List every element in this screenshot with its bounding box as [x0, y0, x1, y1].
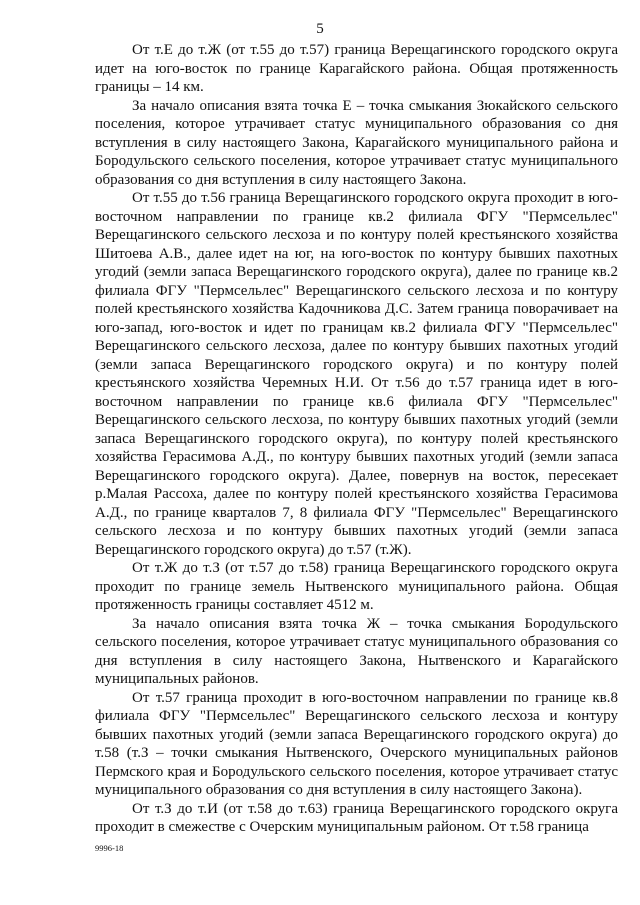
document-code: 9996-18	[95, 843, 124, 853]
paragraph: От т.Ж до т.З (от т.57 до т.58) граница Верещагинского городского округа проходит по границе земель Нытвенского муниципального района. Общая протяженность границы составляет 4512 м.	[95, 560, 618, 613]
paragraph: От т.Е до т.Ж (от т.55 до т.57) граница Верещагинского городского округа идет на юго-восток по границе Карагайского района. Общая протяженность границы – 14 км.	[95, 42, 618, 95]
paragraph: От т.57 граница проходит в юго-восточном направлении по границе кв.8 филиала ФГУ "Пермсельлес" Верещагинского сельского лесхоза и контуру бывших пахотных угодий (земли запаса Верещагинского городского округа) до т.58 (т.З – точки смыкания Нытвенского, Очерского муниципальных районов Пермского края и Бородульского сельского поселения, которое утрачивает статус муниципального образования со дня вступления в силу настоящего Закона).	[95, 689, 618, 798]
paragraph: От т.55 до т.56 граница Верещагинского городского округа проходит в юго-восточном направлении по границе кв.2 филиала ФГУ "Пермсельлес" Верещагинского сельского лесхоза и по контуру полей крестьянского хозяйства Шитоева А.В., далее идет на юг, на юго-восток по контуру бывших пахотных угодий (земли запаса Верещагинского городского округа), далее по границе кв.2 филиала ФГУ "Пермсельлес" Верещагинского сельского лесхоза и по контуру полей крестьянского хозяйства Кадочникова Д.С. Затем граница поворачивает на юго-запад, юго-восток и идет по границам кв.2 филиала ФГУ "Пермсельлес" Верещагинского сельского лесхоза, далее по контуру бывших пахотных угодий (земли запаса Верещагинского городского округа) и по контуру полей крестьянского хозяйства Черемных Н.И. От т.56 до т.57 граница идет в юго-восточном направлении по границе кв.6 филиала ФГУ "Пермсельлес" Верещагинского сельского лесхоза, по контуру бывших пахотных угодий (земли запаса Верещагинского городского округа), по контуру полей крестьянского хозяйства Герасимова А.Д., по контуру бывших пахотных угодий (земли запаса Верещагинского городского округа). Далее, повернув на восток, пересекает р.Малая Рассоха, далее по контуру полей крестьянского хозяйства Герасимова А.Д., по границе кварталов 7, 8 филиала ФГУ "Пермсельлес" Верещагинского сельского лесхоза и по контуру бывших пахотных угодий (земли запаса Верещагинского городского округа) до т.57 (т.Ж).	[95, 190, 618, 558]
paragraph: От т.З до т.И (от т.58 до т.63) граница Верещагинского городского округа проходит в смежестве с Очерским муниципальным районом. От т.58 граница	[95, 800, 618, 835]
body-text	[95, 41, 618, 837]
paragraph: За начало описания взята точка Е – точка смыкания Зюкайского сельского поселения, которое утрачивает статус муниципального образования со дня вступления в силу настоящего Закона, Карагайского муниципального района и Бородульского сельского поселения, которое утрачивает статус муниципального образования со дня вступления в силу настоящего Закона.	[95, 97, 618, 188]
page-number: 5	[316, 21, 324, 37]
paragraph: За начало описания взята точка Ж – точка смыкания Бородульского сельского поселения, которое утрачивает статус муниципального образования со дня вступления в силу настоящего Закона, Нытвенского и Карагайского муниципальных районов.	[95, 615, 618, 687]
